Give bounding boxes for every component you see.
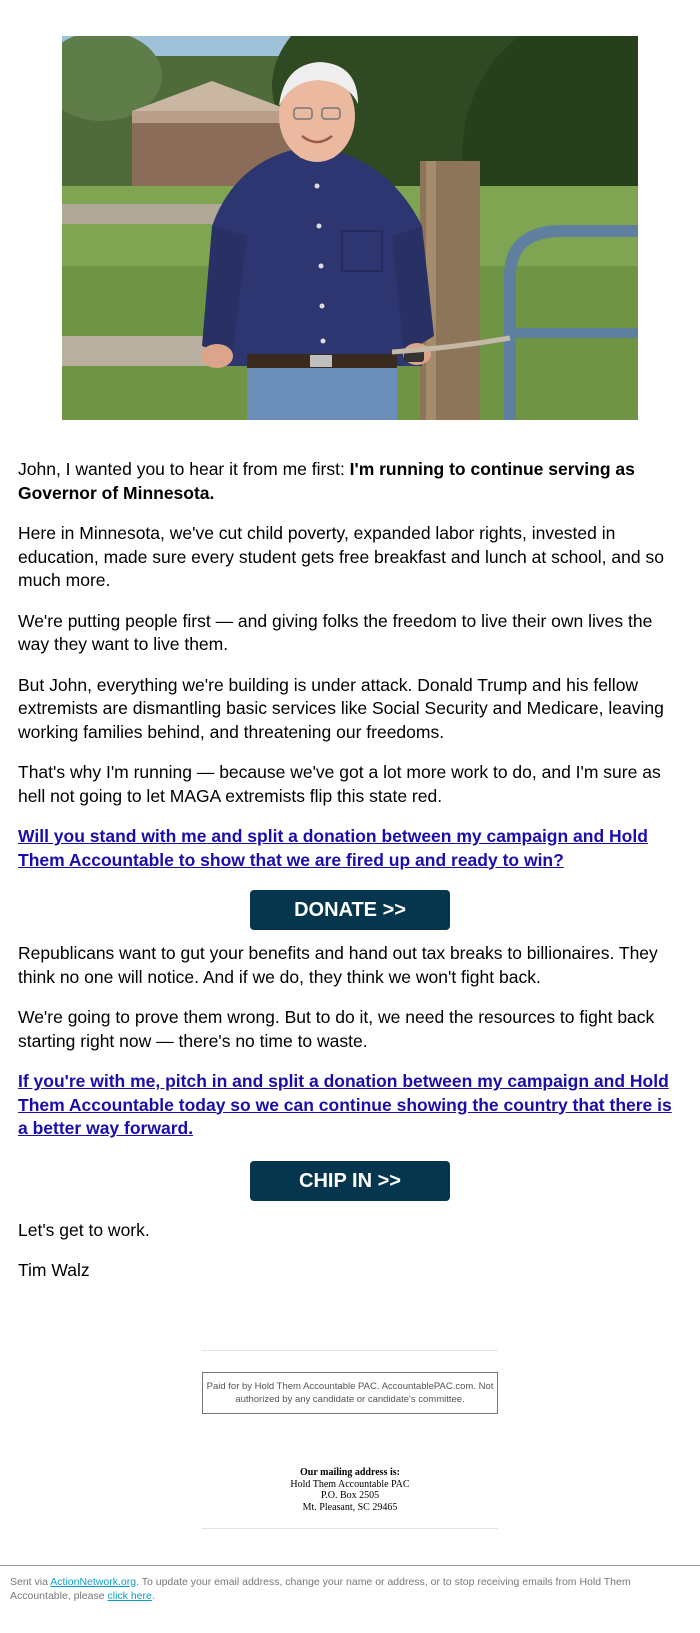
donation-link-stand-with-me[interactable]: Will you stand with me and split a donation between my campaign and Hold Them Accountable to show that we are fired up and ready to win? [18, 826, 648, 870]
footer-divider-bottom [202, 1528, 498, 1529]
click-here-link[interactable]: click here [107, 1590, 152, 1602]
sent-via-divider [0, 1565, 700, 1566]
mailing-address-city: Mt. Pleasant, SC 29465 [302, 1501, 398, 1513]
paragraph-why-running: That's why I'm running — because we've got a lot more work to do, and I'm sure as hell not going to let MAGA extremists flip this state red. [18, 762, 661, 806]
paragraph-people-first: We're putting people first — and giving folks the freedom to live their own lives the way they want to live them. [18, 610, 653, 654]
closing-line: Let's get to work. [18, 1219, 150, 1240]
mailing-address-po-box: P.O. Box 2505 [320, 1490, 380, 1501]
paid-for-disclaimer: Paid for by Hold Them Accountable PAC. AccountablePAC.com. Not authorized by any candidate or candidate's committee. [202, 1372, 498, 1414]
sent-via-prefix: Sent via [10, 1576, 51, 1588]
mailing-address-title: Our mailing address is: [300, 1467, 400, 1478]
paragraph-achievements: Here in Minnesota, we've cut child poverty, expanded labor rights, invested in education, made sure every student gets free breakfast and lunch at school, and so much more. [18, 523, 664, 590]
chip-in-button-wrap [18, 1161, 682, 1201]
action-network-link[interactable]: ActionNetwork.org [50, 1576, 137, 1588]
intro-text: John, I wanted you to hear it from me first: [18, 459, 350, 479]
email-body [18, 458, 682, 1300]
mailing-address [202, 1467, 498, 1513]
intro-bold-text: I'm running to continue serving as Governor of Minnesota. [18, 459, 635, 503]
donation-link-pitch-in[interactable]: If you're with me, pitch in and split a donation between my campaign and Hold Them Accountable today so we can continue showing the country that there is a better way forward. [18, 1071, 672, 1138]
chip-in-button[interactable]: CHIP IN >> [250, 1161, 450, 1201]
paragraph-prove-wrong: We're going to prove them wrong. But to do it, we need the resources to fight back starting right now — there's no time to waste. [18, 1007, 655, 1051]
paragraph-under-attack: But John, everything we're building is under attack. Donald Trump and his fellow extremists are dismantling basic services like Social Security and Medicare, leaving working families behind, and threatening our freedoms. [18, 674, 664, 742]
sent-via-suffix: . [151, 1590, 155, 1602]
sent-via-middle: . To update your email address, change your name or address, or to stop receiving emails from Hold Them Accountable, please [10, 1576, 631, 1602]
sent-via-notice [10, 1575, 685, 1603]
footer-divider-top [202, 1350, 498, 1351]
mailing-address-org: Hold Them Accountable PAC [290, 1478, 410, 1490]
donate-button-wrap [18, 890, 682, 930]
paragraph-republicans: Republicans want to gut your benefits and hand out tax breaks to billionaires. They think no one will notice. And if we do, they think we won't fight back. [18, 943, 658, 987]
signature: Tim Walz [18, 1260, 90, 1280]
intro-paragraph [18, 458, 682, 505]
donate-button[interactable]: DONATE >> [250, 890, 450, 930]
hero-photo [62, 36, 638, 420]
